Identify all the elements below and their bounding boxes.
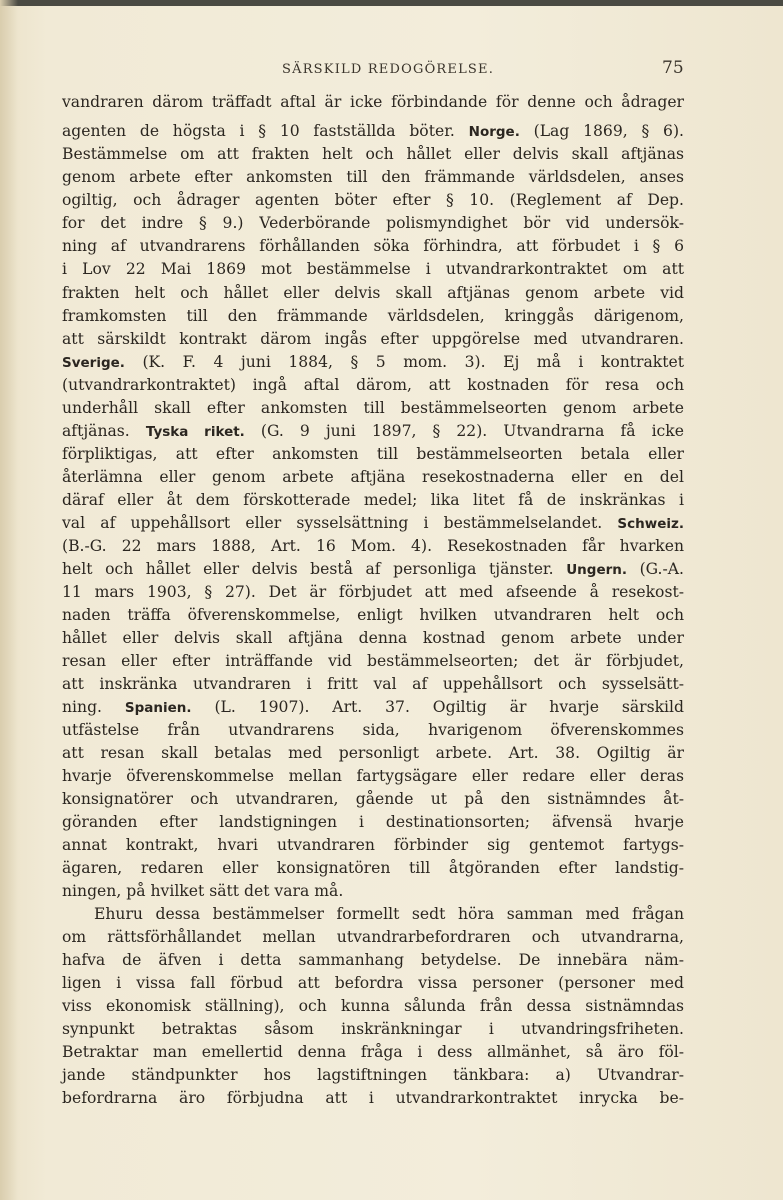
text-line: hafva de äfven i detta sammanhang betydelse. De innebära näm- (62, 951, 684, 969)
text-line: synpunkt betraktas såsom inskränkningar i utvandringsfriheten. (62, 1020, 684, 1038)
text-line: (utvandrarkontraktet) ingå aftal därom, att kostnaden för resa och (62, 376, 684, 394)
paragraph-start-line: Ehuru dessa bestämmelser formellt sedt höra samman med frågan (94, 905, 684, 923)
country-heading-schweiz: Schweiz. (617, 516, 684, 532)
text-line: Betraktar man emellertid denna fråga i dess allmänhet, så äro föl- (62, 1043, 684, 1061)
text-line: konsignatörer och utvandraren, gående ut på den sistnämndes åt- (62, 790, 684, 808)
text-line: Bestämmelse om att frakten helt och hållet eller delvis skall aftjänas (62, 145, 684, 163)
text-line: göranden efter landstigningen i destinationsorten; äfvensä hvarje (62, 813, 684, 831)
text-line: annat kontrakt, hvari utvandraren förbinder sig gentemot fartygs- (62, 836, 684, 854)
text-line: att särskildt kontrakt därom ingås efter uppgörelse med utvandraren. (62, 330, 684, 348)
page-spine-shadow (0, 0, 18, 1200)
text-line: däraf eller åt dem förskotterade medel; lika litet få de inskränkas i (62, 491, 684, 509)
text-line: att resan skall betalas med personligt arbete. Art. 38. Ogiltig är (62, 744, 684, 762)
text-line: hållet eller delvis skall aftjäna denna kostnad genom arbete under (62, 629, 684, 647)
text-line: framkomsten till den främmande världsdelen, kringgås därigenom, (62, 307, 684, 325)
text-line: naden träffa öfverenskommelse, enligt hvilken utvandraren helt och (62, 606, 684, 624)
page-number: 75 (662, 58, 684, 78)
text-line: helt och hållet eller delvis bestå af personliga tjänster. Ungern. (G.-A. (62, 560, 684, 578)
text-line: vandraren därom träffadt aftal är icke förbindande för denne och ådrager (62, 93, 684, 111)
text-line: ning af utvandrarens förhållanden söka förhindra, att förbudet i § 6 (62, 237, 684, 255)
text-line: ogiltig, och ådrager agenten böter efter § 10. (Reglement af Dep. (62, 191, 684, 209)
country-heading-sverige: Sverige. (62, 355, 125, 371)
text-line: hvarje öfverenskommelse mellan fartygsägare eller redare eller deras (62, 767, 684, 785)
running-title: SÄRSKILD REDOGÖRELSE. (282, 62, 495, 77)
text-line: återlämna eller genom arbete aftjäna resekostnaderna eller en del (62, 468, 684, 486)
scan-top-border (0, 0, 783, 6)
text-line: frakten helt och hållet eller delvis skall aftjänas genom arbete vid (62, 284, 684, 302)
text-line: resan eller efter inträffande vid bestämmelseorten; det är förbjudet, (62, 652, 684, 670)
text-line: 11 mars 1903, § 27). Det är förbjudet att med afseende å resekost- (62, 583, 684, 601)
text-line: (B.-G. 22 mars 1888, Art. 16 Mom. 4). Resekostnaden får hvarken (62, 537, 684, 555)
text-line: agenten de högsta i § 10 fastställda böter. Norge. (Lag 1869, § 6). (62, 122, 684, 140)
text-line: Sverige. (K. F. 4 juni 1884, § 5 mom. 3). Ej må i kontraktet (62, 353, 684, 371)
text-line: aftjänas. Tyska riket. (G. 9 juni 1897, § 22). Utvandrarna få icke (62, 422, 684, 440)
text-line: i Lov 22 Mai 1869 mot bestämmelse i utvandrarkontraktet om att (62, 260, 684, 278)
text-line: förpliktigas, att efter ankomsten till bestämmelseorten betala eller (62, 445, 684, 463)
text-line: jande ständpunkter hos lagstiftningen tänkbara: a) Utvandrar- (62, 1066, 684, 1084)
text-line: ligen i vissa fall förbud att befordra vissa personer (personer med (62, 974, 684, 992)
text-line: ning. Spanien. (L. 1907). Art. 37. Ogiltig är hvarje särskild (62, 698, 684, 716)
text-line: viss ekonomisk ställning), och kunna sålunda från dessa sistnämndas (62, 997, 684, 1015)
text-line: om rättsförhållandet mellan utvandrarbefordraren och utvandrarna, (62, 928, 684, 946)
text-line: ägaren, redaren eller konsignatören till åtgöranden efter landstig- (62, 859, 684, 877)
country-heading-spanien: Spanien. (124, 700, 192, 716)
text-line: att inskränka utvandraren i fritt val af uppehållsort och sysselsätt- (62, 675, 684, 693)
country-heading-tyska-riket: Tyska riket. (145, 424, 245, 440)
text-line: genom arbete efter ankomsten till den främmande världsdelen, anses (62, 168, 684, 186)
text-line: underhåll skall efter ankomsten till bestämmelseorten genom arbete (62, 399, 684, 417)
country-heading-norge: Norge. (468, 124, 520, 140)
text-line: ningen, på hvilket sätt det vara må. (62, 882, 344, 900)
text-line: val af uppehållsort eller sysselsättning i bestämmelselandet. Schweiz. (62, 514, 684, 532)
text-line: befordrarna äro förbjudna att i utvandrarkontraktet inrycka be- (62, 1089, 684, 1107)
text-line: utfästelse från utvandrarens sida, hvarigenom öfverenskommes (62, 721, 684, 739)
country-heading-ungern: Ungern. (566, 562, 627, 578)
text-line: for det indre § 9.) Vederbörande polismyndighet bör vid undersök- (62, 214, 684, 232)
